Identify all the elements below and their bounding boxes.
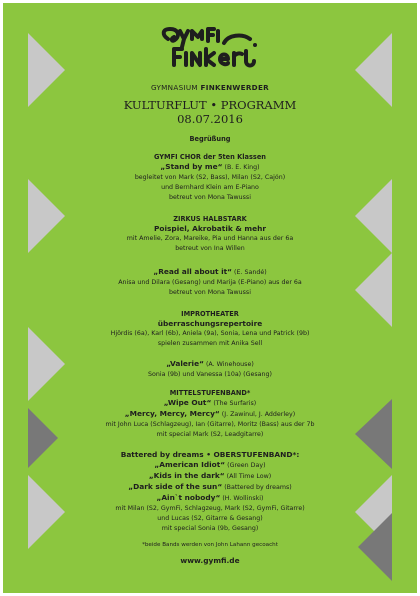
triangle-left-3 [28, 327, 65, 401]
footnote: *beide Bands werden von John Lahann gecoacht [142, 542, 278, 548]
school-name: GYMNASIUM FINKENWERDER [150, 83, 269, 92]
circus-subheading: Poispiel, Akrobatik & mehr [153, 224, 266, 233]
circus-line-2: betreut von Ina Willen [175, 245, 245, 252]
title-date: 08.07.2016 [177, 112, 243, 126]
triangle-right-2 [355, 179, 392, 253]
triangle-left-1 [28, 33, 65, 107]
choir-block [63, 152, 357, 203]
valerie-block [63, 359, 357, 380]
triangle-dark-left-1 [28, 408, 58, 468]
footnote-block [63, 540, 357, 550]
choir-song: „Stand by me“ [160, 162, 223, 171]
circus-heading: ZIRKUS HALBSTARK [173, 215, 247, 223]
website-link[interactable]: www.gymfi.de [180, 556, 240, 565]
oberstufenband-block [63, 450, 357, 534]
mittel-song-2: „Mercy, Mercy, Mercy“ [124, 409, 220, 418]
greeting-block [63, 134, 357, 144]
ober-artist-4: (H. Wollinski) [220, 495, 264, 502]
triangle-right-3 [355, 253, 392, 327]
url-block [63, 556, 357, 566]
poster [3, 3, 417, 593]
logo-dot [253, 43, 257, 47]
mittel-song-1: „Wipe Out“ [163, 398, 212, 407]
mittel-line-2: mit special Mark (S2, Leadgitarre) [156, 431, 264, 438]
ober-song-4: „Ain`t nobody“ [156, 493, 221, 502]
choir-line-3: betreut von Mona Tawussi [169, 194, 251, 201]
ober-line-3: mit special Sonia (9b, Gesang) [161, 525, 259, 532]
read-artist: (E. Sandé) [232, 269, 267, 276]
valerie-song: „Valerie“ [166, 359, 204, 368]
circus-line-1: mit Amelie, Zora, Mareike, Pia und Hanna aus der 6a [126, 235, 294, 242]
ober-artist-2: (All Time Low) [224, 473, 272, 480]
impro-heading: IMPROTHEATER [181, 310, 239, 318]
ober-song-3: „Dark side of the sun“ [128, 482, 223, 491]
program-title [63, 98, 357, 126]
triangle-left-4 [28, 475, 65, 549]
circus-block [63, 214, 357, 254]
mittel-artist-1: (The Surfaris) [211, 400, 257, 407]
mittelstufenband-block [63, 388, 357, 440]
mittel-line-1: mit John Luca (Schlagzeug), Ian (Gitarre), Moritz (Bass) aus der 7b [105, 421, 315, 428]
title-line: KULTURFLUT • PROGRAMM [123, 98, 297, 112]
ober-song-1: „American Idiot“ [154, 460, 226, 469]
read-block [63, 267, 357, 298]
impro-line-2: spielen zusammen mit Anika Sell [157, 340, 263, 347]
ober-heading: Battered by dreams • OBERSTUFENBAND*: [120, 450, 300, 459]
ober-artist-1: (Green Day) [225, 462, 266, 469]
ober-artist-3: (Battered by dreams) [222, 484, 292, 491]
ober-line-1: mit Milan (S2, GymFi, Schlagzeug, Mark (S2, GymFi, Gitarre) [115, 505, 305, 512]
mittel-heading: MITTELSTUFENBAND* [169, 389, 251, 397]
triangle-left-2 [28, 179, 65, 253]
gymfi-logo [158, 25, 262, 73]
triangle-right-1 [355, 33, 392, 107]
choir-line-1: begleitet von Mark (S2, Bass), Milan (S2, Cajón) [134, 174, 286, 181]
read-line-2: betreut von Mona Tawussi [169, 289, 251, 296]
read-line-1: Anisa und Dilara (Gesang) und Marija (E-Piano) aus der 6a [118, 279, 302, 286]
impro-line-1: Hjördis (6a), Karl (6b), Aniela (9a), Sonia, Lena und Patrick (9b) [110, 330, 310, 337]
mittel-artist-2: (J. Zawinul, J. Adderley) [219, 411, 296, 418]
choir-heading: GYMFI CHOR der 5ten Klassen [154, 153, 266, 161]
impro-subheading: überraschungsrepertoire [157, 319, 263, 328]
valerie-artist: (A. Winehouse) [203, 361, 254, 368]
ober-song-2: „Kids in the dark“ [148, 471, 225, 480]
valerie-line-1: Sonia (9b) und Vanessa (10a) (Gesang) [148, 371, 272, 378]
impro-block [63, 309, 357, 349]
read-song: „Read all about it“ [153, 267, 233, 276]
choir-line-2: und Bernhard Klein am E-Piano [161, 184, 259, 191]
greeting: Begrüßung [189, 135, 231, 143]
ober-line-2: und Lucas (S2, Gitarre & Gesang) [157, 515, 263, 522]
triangle-dark-right-1 [355, 399, 392, 469]
choir-artist: (B. E. King) [222, 164, 260, 171]
